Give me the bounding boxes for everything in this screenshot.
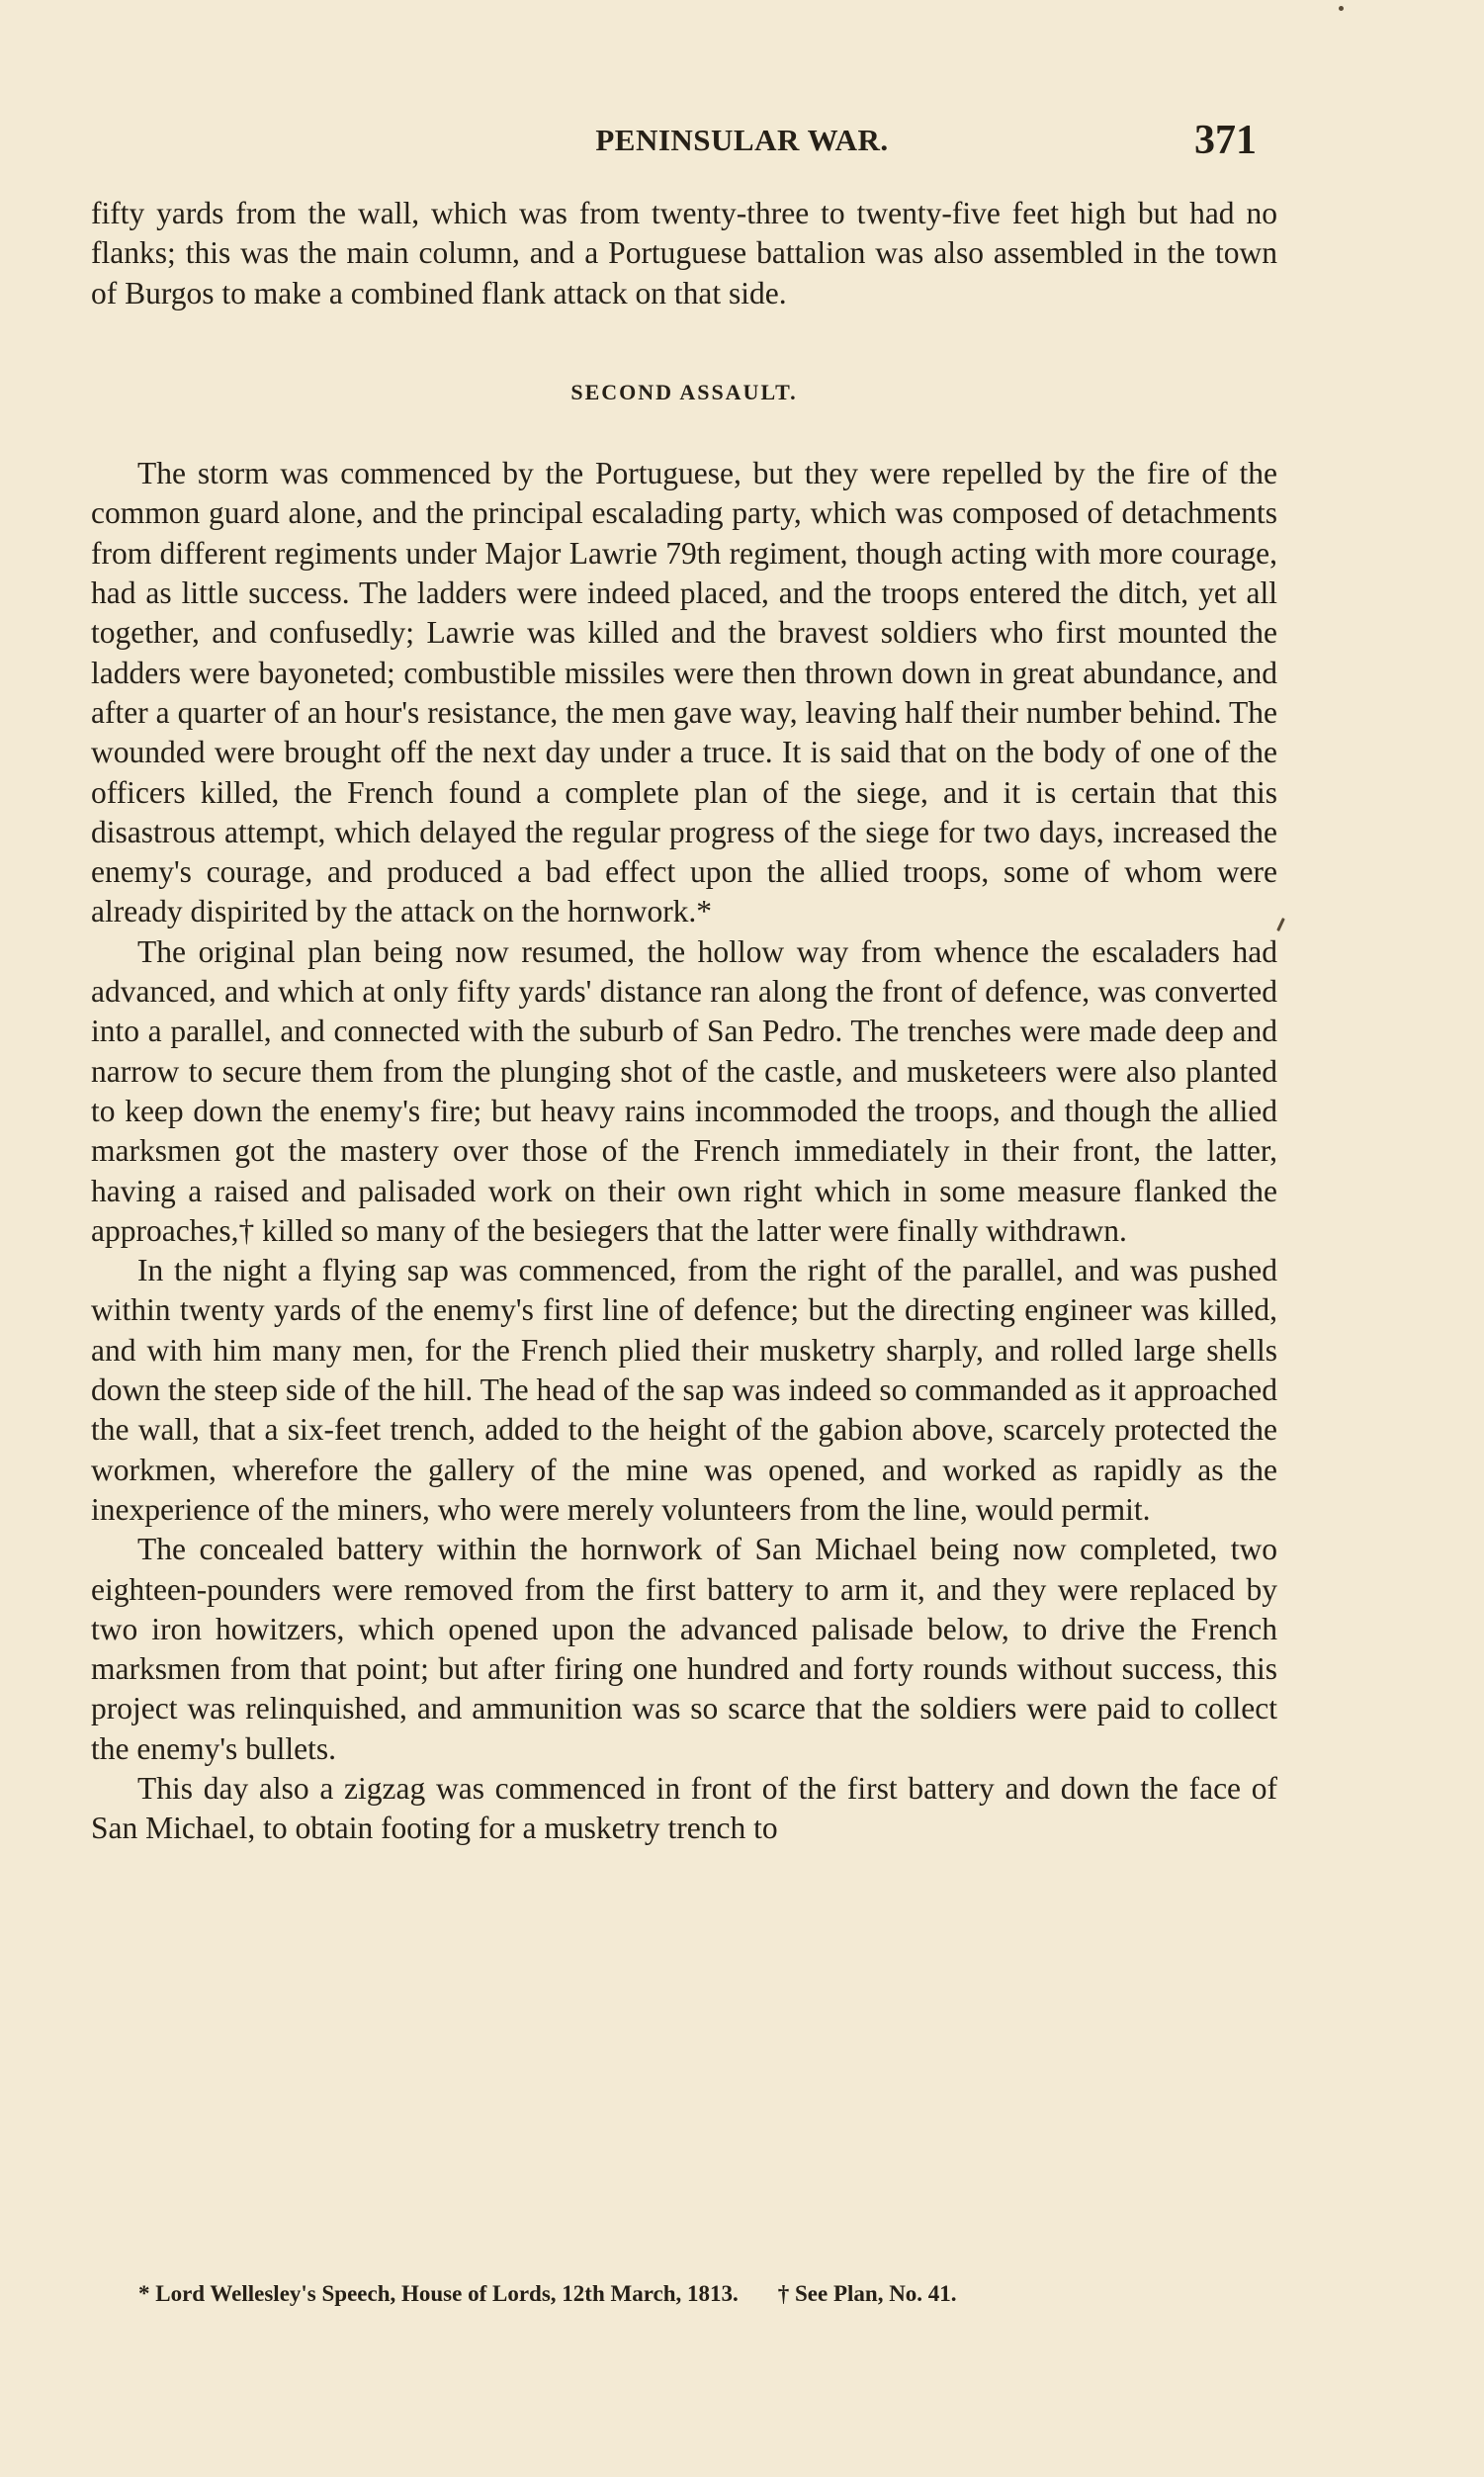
- section-heading: SECOND ASSAULT.: [570, 379, 798, 404]
- paragraph-continued: fifty yards from the wall, which was from twenty-three to twenty-five feet high but had no flanks; this was the main column, and a Portuguese battalion was also assembled in the town of Burgos to make a combined flank attack on that side.: [91, 196, 1277, 310]
- paragraph: The concealed battery within the hornwork of San Michael being now completed, two eighteen-pounders were removed from the first battery to arm it, and they were replaced by two iron howitzers, which opened upon the advanced palisade below, to drive the French marksmen from that point; but after firing one hundred and forty rounds without success, this project was relinquished, and ammunition was so scarce that the soldiers were paid to collect the enemy's bullets.: [91, 1532, 1277, 1766]
- paragraph: This day also a zigzag was commenced in front of the first battery and down the face of San Michael, to obtain footing for a musketry trench to: [91, 1770, 1277, 1846]
- paragraph: The storm was commenced by the Portuguese, but they were repelled by the fire of the common guard alone, and the principal escalading party, which was composed of detachments from different regiments under Major Lawrie 79th regiment, though acting with more courage, had as little success. The ladders were indeed placed, and the troops entered the ditch, yet all together, and confusedly; Lawrie was killed and the bravest soldiers who first mounted the ladders were bayoneted; combustible missiles were then thrown down in great abundance, and after a quarter of an hour's resistance, the men gave way, leaving half their number behind. The wounded were brought off the next day under a truce. It is said that on the body of one of the officers killed, the French found a complete plan of the siege, and it is certain that this disastrous attempt, which delayed the regular progress of the siege for two days, increased the enemy's courage, and produced a bad effect upon the allied troops, some of whom were already dispirited by the attack on the hornwork.*: [91, 456, 1277, 929]
- ink-speck: [1276, 918, 1285, 931]
- footnote: † See Plan, No. 41.: [777, 2281, 957, 2306]
- paragraph: The original plan being now resumed, the hollow way from whence the escaladers had advanced, and which at only fifty yards' distance ran along the front of defence, was converted into a parallel, and connected with the suburb of San Pedro. The trenches were made deep and narrow to secure them from the plunging shot of the castle, and musketeers were also planted to keep down the enemy's fire; but heavy rains incommoded the troops, and though the allied marksmen got the mastery over those of the French immediately in their front, the latter, having a raised and palisaded work on their own right which in some measure flanked the approaches,† killed so many of the besiegers that the latter were finally withdrawn.: [91, 933, 1277, 1248]
- paragraph: In the night a flying sap was commenced, from the right of the parallel, and was pushed within twenty yards of the enemy's first line of defence; but the directing engineer was killed, and with him many men, for the French plied their musketry sharply, and rolled large shells down the steep side of the hill. The head of the sap was indeed so commanded as it approached the wall, that a six-feet trench, added to the height of the gabion above, scarcely protected the workmen, wherefore the gallery of the mine was opened, and worked as rapidly as the inexperience of the miners, who were merely volunteers from the line, would permit.: [91, 1253, 1277, 1527]
- ink-speck: [1339, 6, 1344, 11]
- running-title: PENINSULAR WAR.: [595, 123, 889, 157]
- footnote: * Lord Wellesley's Speech, House of Lords, 12th March, 1813.: [138, 2281, 739, 2306]
- running-head: [0, 117, 1484, 176]
- page-number: 371: [1194, 118, 1257, 163]
- body-text: [91, 194, 1277, 1849]
- footnotes: [138, 2281, 1305, 2307]
